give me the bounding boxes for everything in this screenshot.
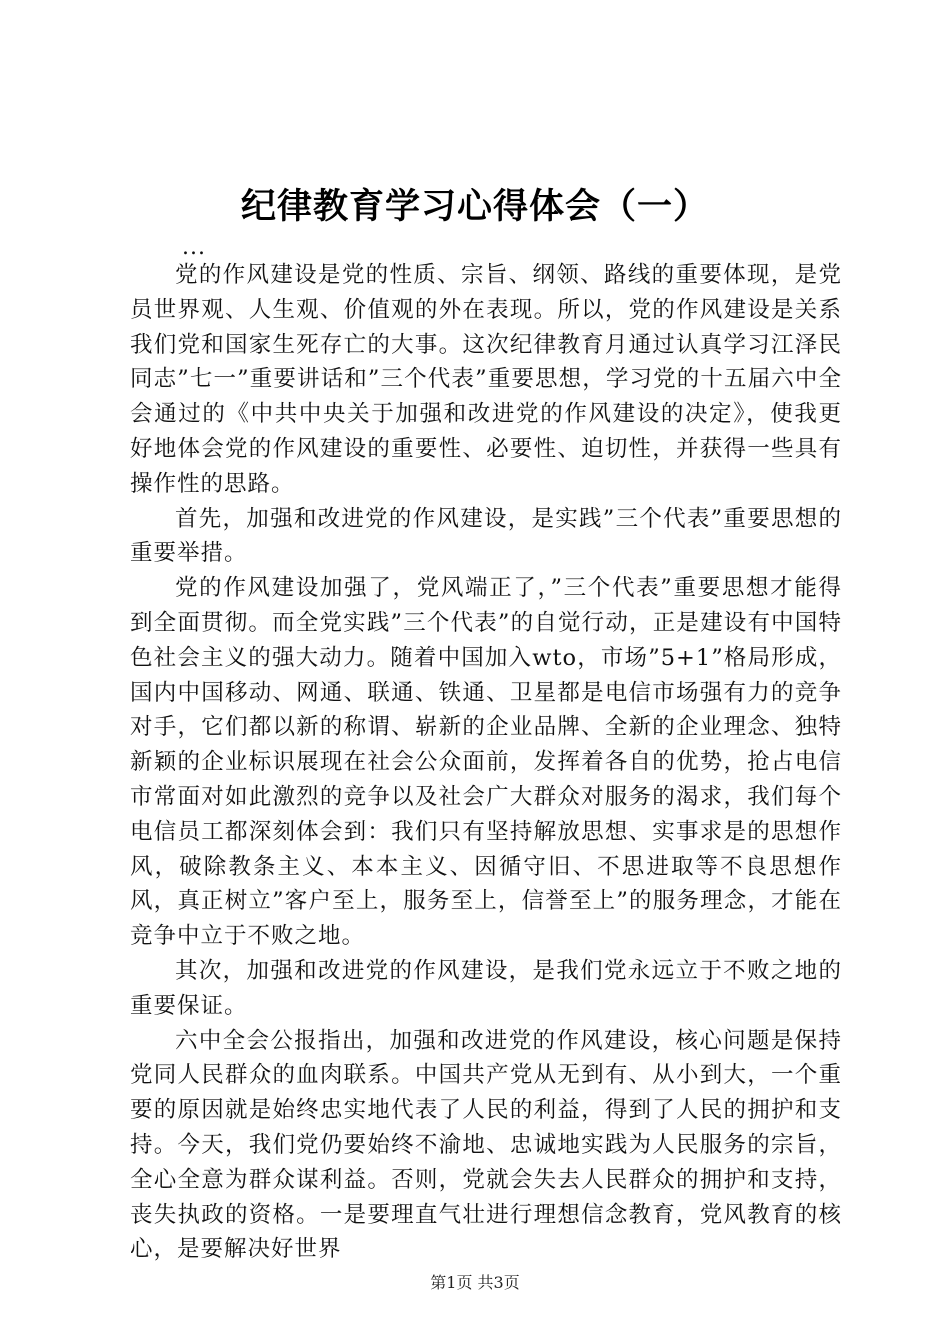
- page-footer: 第1页 共3页: [430, 1273, 520, 1292]
- document-title: 纪律教育学习心得体会（一）: [240, 187, 709, 227]
- paragraph: 其次，加强和改进党的作风建设，是我们党永远立于不败之地的重要保证。: [130, 957, 842, 1019]
- paragraph: 六中全会公报指出，加强和改进党的作风建设，核心问题是保持党同人民群众的血肉联系。中国共产党从无到有、从小到大，一个重要的原因就是始终忠实地代表了人民的利益，得到了人民的拥护和支持。今天，我们党仍要始终不渝地、忠诚地实践为人民服务的宗旨，全心全意为群众谋利益。否则，党就会失去人民群众的拥护和支持，丧失执政的资格。一是要理直气壮进行理想信念教育，党风教育的核心，是要解决好世界: [130, 1027, 842, 1263]
- paragraph: 党的作风建设加强了，党风端正了，”三个代表”重要思想才能得到全面贯彻。而全党实践”三个代表”的自觉行动，正是建设有中国特色社会主义的强大动力。随着中国加入wto，市场”5+1”格局形成，国内中国移动、网通、联通、铁通、卫星都是电信市场强有力的竞争对手，它们都以新的称谓、崭新的企业品牌、全新的企业理念、独特新颖的企业标识展现在社会公众面前，发挥着各自的优势，抢占电信市常面对如此激烈的竞争以及社会广大群众对服务的渴求，我们每个电信员工都深刻体会到：我们只有坚持解放思想、实事求是的思想作风，破除教条主义、本本主义、因循守旧、不思进取等不良思想作风，真正树立”客户至上，服务至上，信誉至上”的服务理念，才能在竞争中立于不败之地。: [130, 575, 842, 950]
- ellipsis-marker: ...: [182, 235, 206, 260]
- paragraph: 党的作风建设是党的性质、宗旨、纲领、路线的重要体现，是党员世界观、人生观、价值观的外在表现。所以，党的作风建设是关系我们党和国家生死存亡的大事。这次纪律教育月通过认真学习江泽民同志”七一”重要讲话和”三个代表”重要思想，学习党的十五届六中全会通过的《中共中央关于加强和改进党的作风建设的决定》，使我更好地体会党的作风建设的重要性、必要性、迫切性，并获得一些具有操作性的思路。: [130, 262, 842, 497]
- paragraph: 首先，加强和改进党的作风建设，是实践”三个代表”重要思想的重要举措。: [130, 505, 842, 567]
- document-body: [130, 258, 842, 1267]
